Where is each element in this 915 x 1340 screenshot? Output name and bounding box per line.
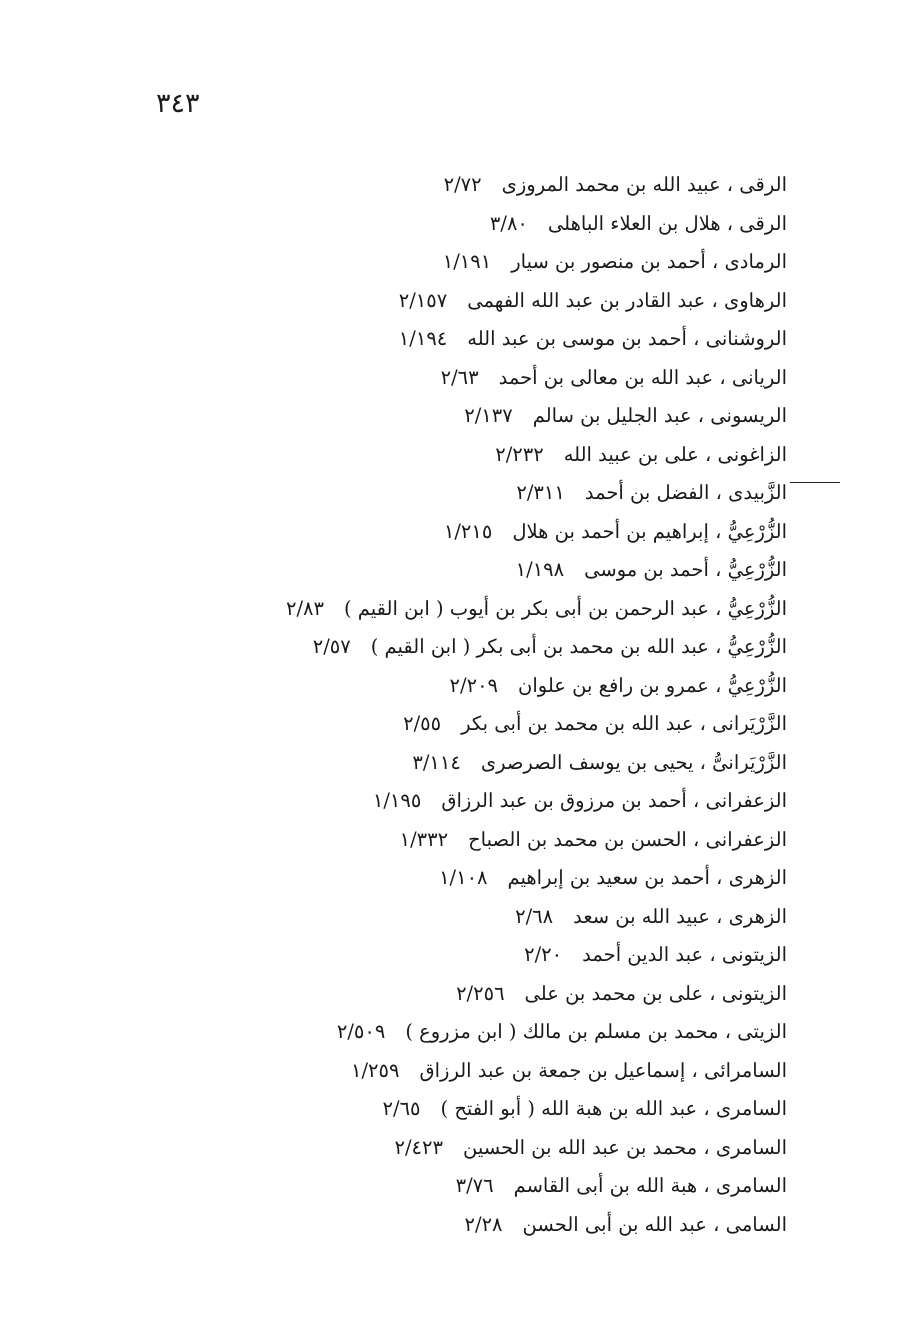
entry-reference: ٢/٧٢ bbox=[443, 173, 482, 196]
index-entry bbox=[147, 1052, 787, 1091]
index-entry bbox=[147, 590, 787, 629]
entry-name: الزعفرانى ، الحسن بن محمد بن الصباح bbox=[468, 827, 787, 851]
entry-reference: ١/١٩٤ bbox=[398, 327, 448, 350]
index-entry bbox=[147, 1167, 787, 1206]
entry-reference: ٢/٤٢٣ bbox=[394, 1135, 443, 1159]
entry-name: الزَّرْيَرانى ، عبد الله بن محمد بن أبى بكر bbox=[461, 712, 787, 735]
entry-name: السامرائى ، إسماعيل بن جمعة بن عبد الرزاق bbox=[419, 1058, 787, 1082]
index-entry bbox=[147, 782, 787, 821]
entry-reference: ١/٣٣٢ bbox=[399, 827, 449, 851]
entry-name: الزيتى ، محمد بن مسلم بن مالك ( ابن مزروع ) bbox=[405, 1020, 787, 1043]
entry-name: الزَّرْيَرانىُّ ، يحيى بن يوسف الصرصرى bbox=[480, 750, 787, 774]
entry-name: الزُّرْعِيُّ ، عبد الرحمن بن أبى بكر بن أيوب ( ابن القيم ) bbox=[343, 596, 787, 620]
index-entry bbox=[147, 1129, 787, 1168]
entry-reference: ٢/٨٣ bbox=[285, 596, 324, 620]
index-entry bbox=[147, 282, 787, 321]
entry-name: السامرى ، عبد الله بن هبة الله ( أبو الفتح ) bbox=[440, 1097, 787, 1120]
entry-name: الزعفرانى ، أحمد بن مرزوق بن عبد الرزاق bbox=[441, 789, 787, 812]
entry-reference: ١/١٩٨ bbox=[515, 558, 565, 581]
entry-reference: ١/١٩١ bbox=[442, 250, 492, 273]
entry-name: الروشنانى ، أحمد بن موسى بن عبد الله bbox=[467, 327, 787, 350]
index-entry bbox=[147, 975, 787, 1014]
entry-reference: ٢/٥٥ bbox=[403, 712, 442, 735]
entry-name: الزيتونى ، عبد الدين أحمد bbox=[582, 943, 787, 966]
index-entry bbox=[147, 166, 787, 205]
entry-name: السامرى ، محمد بن عبد الله بن الحسين bbox=[462, 1135, 787, 1159]
index-entry bbox=[147, 744, 787, 783]
index-entry bbox=[147, 1206, 787, 1245]
entry-reference: ٢/٣١١ bbox=[516, 481, 565, 504]
entry-name: الريانى ، عبد الله بن معالى بن أحمد bbox=[498, 365, 787, 389]
entry-name: الرقى ، عبيد الله بن محمد المروزى bbox=[501, 173, 787, 196]
margin-pen-mark bbox=[790, 482, 840, 483]
entry-reference: ٢/٢٥٦ bbox=[456, 981, 505, 1005]
index-entry bbox=[147, 320, 787, 359]
index-entry-list bbox=[147, 166, 787, 1244]
index-entry bbox=[147, 474, 787, 513]
entry-name: الزُّرْعِيُّ ، عبد الله بن محمد بن أبى بكر ( ابن القيم ) bbox=[370, 635, 787, 658]
index-entry bbox=[147, 705, 787, 744]
index-entry bbox=[147, 513, 787, 552]
entry-name: الزَّبيدى ، الفضل بن أحمد bbox=[584, 481, 787, 504]
entry-name: الزُّرْعِيُّ ، أحمد بن موسى bbox=[584, 558, 787, 581]
index-entry bbox=[147, 551, 787, 590]
entry-name: الرهاوى ، عبد القادر بن عبد الله الفهمى bbox=[467, 288, 787, 312]
entry-reference: ١/٢٥٩ bbox=[351, 1058, 400, 1082]
entry-reference: ٣/٧٦ bbox=[455, 1174, 494, 1197]
entry-reference: ٢/٢٣٢ bbox=[495, 442, 544, 466]
index-entry bbox=[147, 936, 787, 975]
entry-reference: ٢/٥٧ bbox=[312, 635, 351, 658]
index-entry bbox=[147, 359, 787, 398]
index-entry bbox=[147, 1090, 787, 1129]
index-entry bbox=[147, 859, 787, 898]
entry-name: الزُّرْعِيُّ ، إبراهيم بن أحمد بن هلال bbox=[512, 519, 787, 543]
entry-reference: ٢/٦٨ bbox=[515, 904, 554, 928]
index-entry bbox=[147, 436, 787, 475]
entry-reference: ٢/٥٠٩ bbox=[336, 1020, 386, 1043]
entry-reference: ٢/١٥٧ bbox=[398, 288, 448, 312]
entry-name: الزيتونى ، على بن محمد بن على bbox=[524, 981, 787, 1005]
entry-reference: ٢/٦٣ bbox=[440, 365, 479, 389]
index-entry bbox=[147, 667, 787, 706]
index-entry bbox=[147, 821, 787, 860]
entry-name: الزهرى ، أحمد بن سعيد بن إبراهيم bbox=[507, 866, 787, 889]
page-number: ٣٤٣ bbox=[156, 88, 200, 119]
entry-reference: ٢/٢٠ bbox=[524, 943, 563, 966]
entry-reference: ٢/٢٠٩ bbox=[449, 673, 499, 697]
index-entry bbox=[147, 397, 787, 436]
index-entry bbox=[147, 205, 787, 244]
entry-reference: ٣/١١٤ bbox=[412, 750, 461, 774]
entry-reference: ١/١٩٥ bbox=[372, 789, 422, 812]
index-entry bbox=[147, 628, 787, 667]
entry-name: الريسونى ، عبد الجليل بن سالم bbox=[532, 404, 787, 427]
entry-name: الزُّرْعِيُّ ، عمرو بن رافع بن علوان bbox=[518, 673, 787, 697]
index-entry bbox=[147, 243, 787, 282]
entry-name: الرقى ، هلال بن العلاء الباهلى bbox=[547, 211, 787, 235]
entry-name: السامى ، عبد الله بن أبى الحسن bbox=[522, 1212, 787, 1236]
entry-name: الرمادى ، أحمد بن منصور بن سيار bbox=[511, 250, 787, 273]
entry-reference: ١/١٠٨ bbox=[439, 866, 488, 889]
entry-name: السامرى ، هبة الله بن أبى القاسم bbox=[513, 1174, 787, 1197]
index-entry bbox=[147, 1013, 787, 1052]
entry-reference: ٣/٨٠ bbox=[489, 211, 528, 235]
entry-reference: ٢/٦٥ bbox=[382, 1097, 421, 1120]
entry-name: الزهرى ، عبيد الله بن سعد bbox=[573, 904, 787, 928]
index-entry bbox=[147, 898, 787, 937]
entry-reference: ١/٢١٥ bbox=[443, 519, 493, 543]
entry-name: الزاغونى ، على بن عبيد الله bbox=[563, 442, 787, 466]
entry-reference: ٢/٢٨ bbox=[464, 1212, 503, 1236]
entry-reference: ٢/١٣٧ bbox=[464, 404, 513, 427]
